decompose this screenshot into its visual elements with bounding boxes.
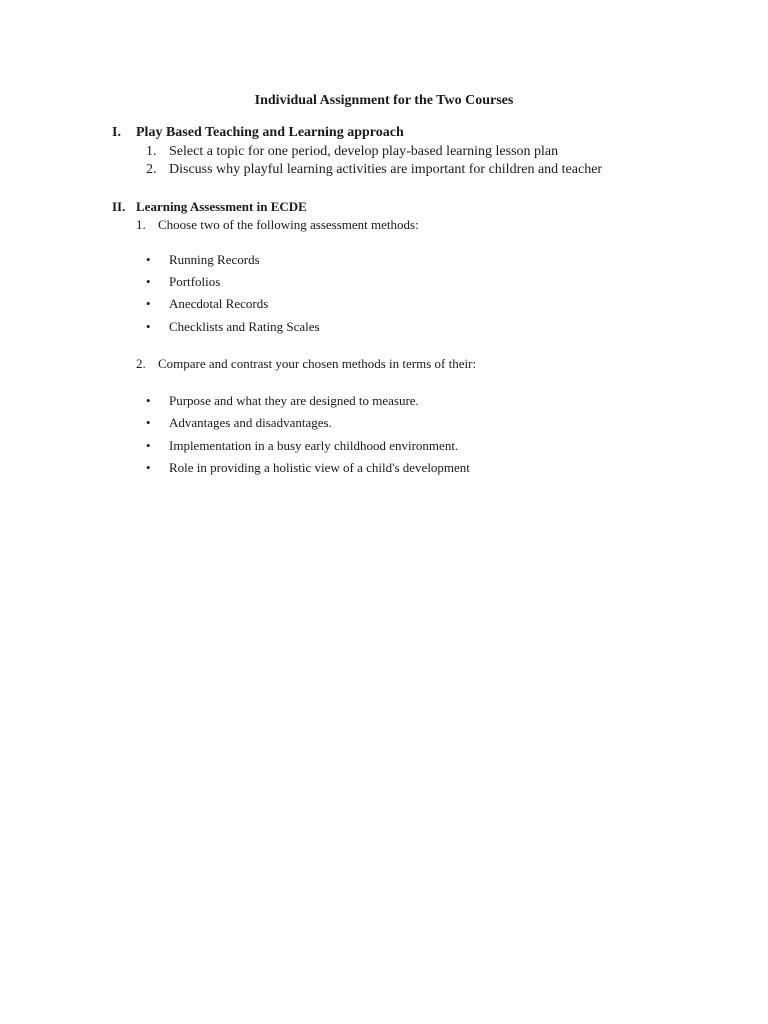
bullet-icon: • <box>146 296 151 311</box>
bullet-icon: • <box>146 393 151 408</box>
bullet-icon: • <box>146 252 151 267</box>
bullet-icon: • <box>146 438 151 453</box>
section-1-number: I. <box>112 125 121 140</box>
list-item: Advantages and disadvantages. <box>169 415 332 430</box>
list-item: Portfolios <box>169 274 221 289</box>
section-1-item-2-number: 2. <box>146 162 157 177</box>
list-item: Role in providing a holistic view of a child's development <box>169 460 470 475</box>
section-2-number: II. <box>112 199 126 214</box>
bullet-icon: • <box>146 274 151 289</box>
section-1-item-1-text: Select a topic for one period, develop play-based learning lesson plan <box>169 144 559 159</box>
list-item: Running Records <box>169 252 260 267</box>
section-1-item-1-number: 1. <box>146 144 157 159</box>
section-2-item-2-text: Compare and contrast your chosen methods in terms of their: <box>158 356 477 371</box>
section-2-heading: Learning Assessment in ECDE <box>136 199 307 214</box>
list-item: Anecdotal Records <box>169 296 269 311</box>
section-1-item-2-text: Discuss why playful learning activities are important for children and teacher <box>169 162 603 177</box>
bullet-icon: • <box>146 460 151 475</box>
list-item: Implementation in a busy early childhood environment. <box>169 438 459 453</box>
list-item: Checklists and Rating Scales <box>169 319 320 334</box>
bullet-icon: • <box>146 415 151 430</box>
section-2-item-2-number: 2. <box>136 356 146 371</box>
page-title: Individual Assignment for the Two Courses <box>254 93 514 108</box>
bullet-icon: • <box>146 319 151 334</box>
section-2-item-1-text: Choose two of the following assessment methods: <box>158 217 419 232</box>
list-item: Purpose and what they are designed to measure. <box>169 393 419 408</box>
section-1-heading: Play Based Teaching and Learning approach <box>136 125 404 140</box>
section-2-item-1-number: 1. <box>136 217 146 232</box>
